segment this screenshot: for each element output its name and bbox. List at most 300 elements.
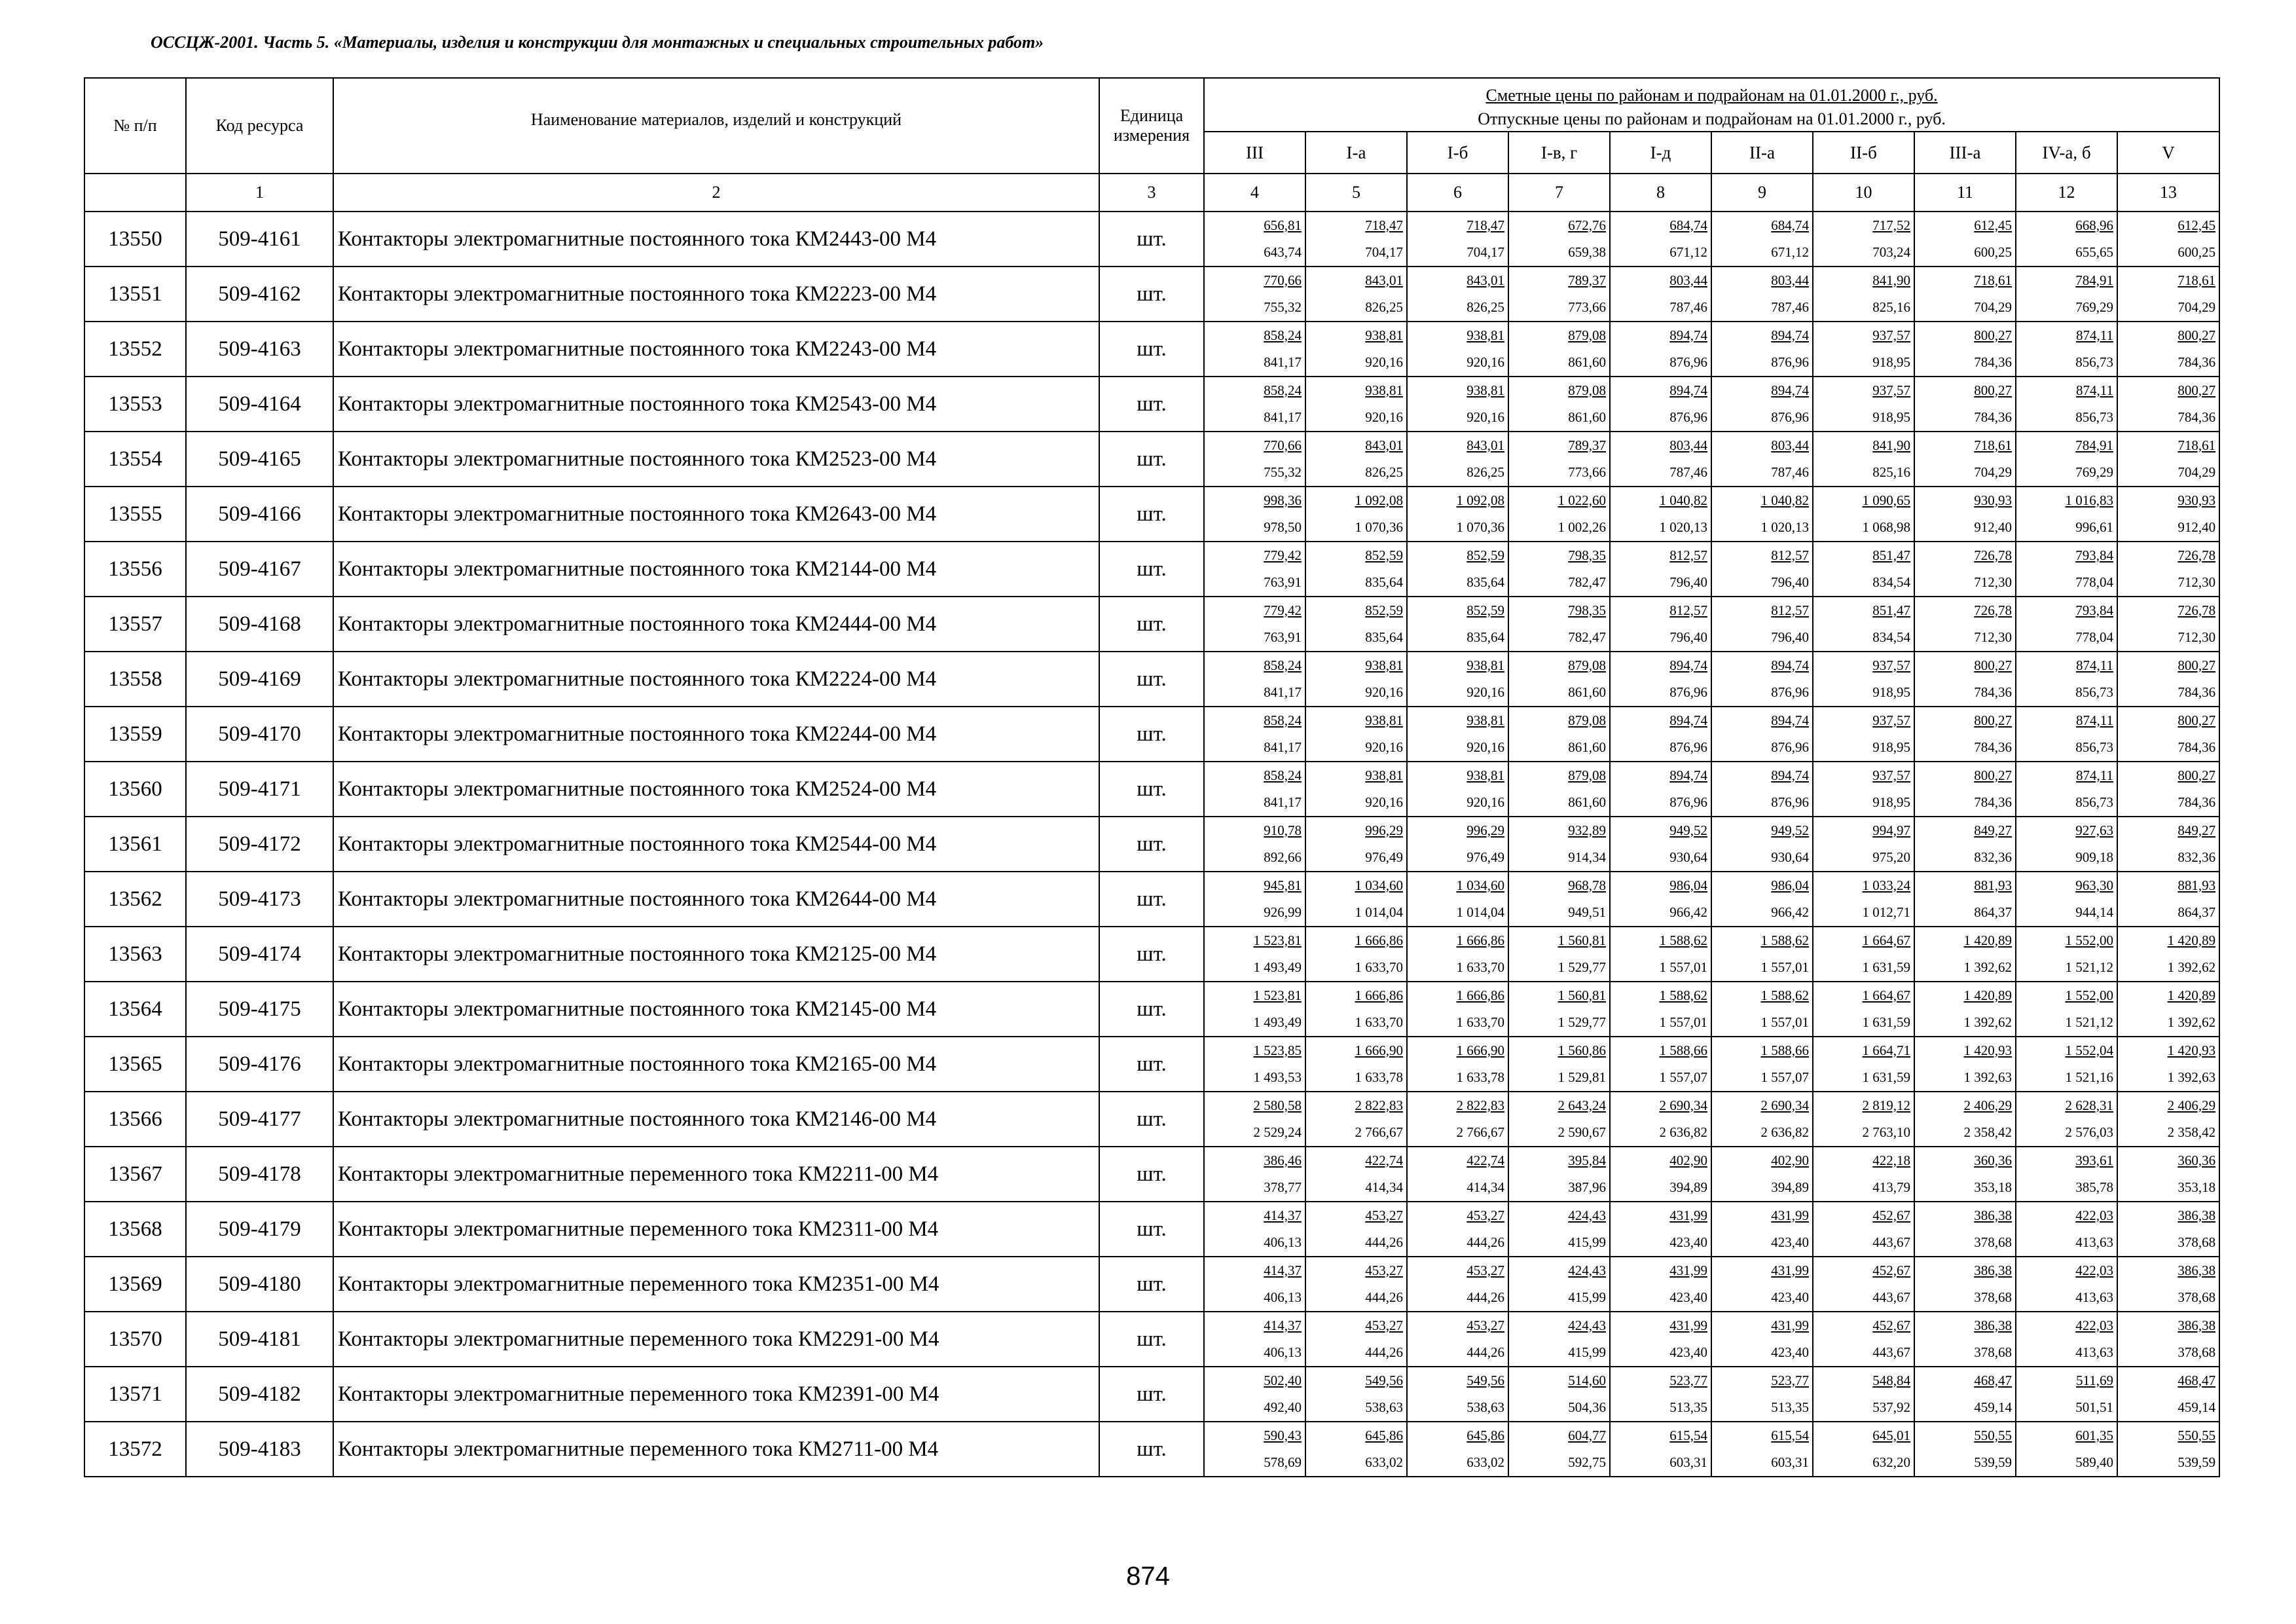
- material-name: Контакторы электромагнитные постоянного тока КМ2244-00 М4: [333, 707, 1099, 762]
- unit-of-measure: шт.: [1099, 212, 1204, 267]
- release-price: 1 392,62: [1963, 959, 2012, 975]
- estimate-price: 800,27: [1974, 712, 2012, 728]
- release-price: 773,66: [1568, 299, 1606, 315]
- price-cell: [1914, 1202, 2016, 1257]
- resource-code: 509-4164: [186, 377, 333, 432]
- release-price: 513,35: [1669, 1399, 1707, 1415]
- material-name: Контакторы электромагнитные постоянного тока КМ2444-00 М4: [333, 597, 1099, 652]
- price-cell: [1610, 597, 1711, 652]
- release-price: 763,91: [1264, 629, 1302, 645]
- price-cell: [1813, 982, 1914, 1037]
- estimate-price: 938,81: [1467, 327, 1504, 343]
- release-price: 378,68: [1974, 1234, 2012, 1250]
- price-cell: [1305, 1312, 1407, 1367]
- estimate-price: 986,04: [1669, 877, 1707, 893]
- release-price: 413,63: [2075, 1344, 2113, 1360]
- release-price: 876,96: [1669, 354, 1707, 370]
- estimate-price: 726,78: [2178, 547, 2216, 563]
- estimate-price: 422,03: [2075, 1207, 2113, 1223]
- price-cell: [1407, 597, 1508, 652]
- release-price: 501,51: [2075, 1399, 2113, 1415]
- row-number: 13569: [84, 1257, 186, 1312]
- price-cell: [1407, 1037, 1508, 1092]
- price-cell: [1711, 1092, 1813, 1147]
- release-price: 1 633,70: [1456, 959, 1504, 975]
- price-cell: [1508, 652, 1610, 707]
- price-cell: [1813, 1367, 1914, 1422]
- estimate-price: 414,37: [1264, 1317, 1302, 1333]
- price-cell: [1813, 597, 1914, 652]
- estimate-price: 1 588,62: [1760, 987, 1809, 1003]
- estimate-price: 1 666,86: [1355, 932, 1403, 948]
- estimate-price: 894,74: [1771, 712, 1809, 728]
- release-price: 826,25: [1365, 464, 1403, 480]
- estimate-price: 803,44: [1771, 272, 1809, 288]
- estimate-price: 1 560,81: [1558, 987, 1606, 1003]
- price-cell: [1914, 872, 2016, 927]
- column-number: 3: [1099, 174, 1204, 212]
- estimate-price: 549,56: [1365, 1372, 1403, 1388]
- price-cell: [1711, 432, 1813, 487]
- estimate-price: 1 588,62: [1659, 987, 1707, 1003]
- price-cell: [2117, 1092, 2219, 1147]
- document-header: ОССЦЖ-2001. Часть 5. «Материалы, изделия и конструкции для монтажных и специальных строительных работ»: [151, 33, 1044, 52]
- resource-code: 509-4167: [186, 542, 333, 597]
- estimate-price: 1 666,90: [1456, 1042, 1504, 1058]
- release-price: 1 557,01: [1659, 959, 1707, 975]
- release-price: 1 633,78: [1456, 1069, 1504, 1085]
- price-cell: [1610, 1422, 1711, 1477]
- estimate-price: 938,81: [1365, 657, 1403, 673]
- price-cell: [1204, 762, 1305, 817]
- material-name: Контакторы электромагнитные переменного тока КМ2311-00 М4: [333, 1202, 1099, 1257]
- release-price: 918,95: [1872, 684, 1910, 700]
- unit-of-measure: шт.: [1099, 872, 1204, 927]
- estimate-price: 874,11: [2076, 382, 2113, 398]
- release-price: 976,49: [1467, 849, 1504, 865]
- unit-of-measure: шт.: [1099, 377, 1204, 432]
- price-cell: [1914, 1257, 2016, 1312]
- release-price: 841,17: [1264, 684, 1302, 700]
- estimate-price: 615,54: [1669, 1427, 1707, 1443]
- table-row: [84, 542, 2219, 597]
- release-price: 784,36: [1974, 684, 2012, 700]
- estimate-price: 800,27: [2178, 767, 2216, 783]
- release-price: 415,99: [1568, 1234, 1606, 1250]
- price-cell: [2117, 927, 2219, 982]
- release-price: 413,79: [1872, 1179, 1910, 1195]
- price-cell: [1407, 762, 1508, 817]
- release-price: 633,02: [1365, 1454, 1403, 1470]
- release-price: 1 557,07: [1659, 1069, 1707, 1085]
- price-cell: [1407, 487, 1508, 542]
- price-cell: [1204, 597, 1305, 652]
- price-cell: [1204, 212, 1305, 267]
- release-price: 414,34: [1365, 1179, 1403, 1195]
- estimate-price: 1 552,04: [2065, 1042, 2113, 1058]
- estimate-price: 881,93: [2178, 877, 2216, 893]
- estimate-price: 1 090,65: [1862, 492, 1910, 508]
- estimate-price: 672,76: [1568, 217, 1606, 233]
- estimate-price: 779,42: [1264, 547, 1302, 563]
- price-cell: [1610, 652, 1711, 707]
- price-cell: [2016, 1312, 2117, 1367]
- row-number: 13557: [84, 597, 186, 652]
- price-cell: [1204, 1422, 1305, 1477]
- release-price: 538,63: [1467, 1399, 1504, 1415]
- price-cell: [1305, 212, 1407, 267]
- price-cell: [1204, 1147, 1305, 1202]
- release-price: 537,92: [1872, 1399, 1910, 1415]
- estimate-price: 2 580,58: [1253, 1097, 1302, 1113]
- estimate-price: 852,59: [1365, 602, 1403, 618]
- table-row: [84, 927, 2219, 982]
- release-price: 784,36: [2178, 684, 2216, 700]
- estimate-price: 468,47: [2178, 1372, 2216, 1388]
- price-cell: [1813, 487, 1914, 542]
- estimate-price: 996,29: [1365, 822, 1403, 838]
- release-price: 413,63: [2075, 1289, 2113, 1305]
- estimate-price: 927,63: [2075, 822, 2113, 838]
- estimate-price: 717,52: [1872, 217, 1910, 233]
- estimate-price: 615,54: [1771, 1427, 1809, 1443]
- release-price: 406,13: [1264, 1234, 1302, 1250]
- price-cell: [1711, 1312, 1813, 1367]
- price-cell: [1204, 1037, 1305, 1092]
- unit-of-measure: шт.: [1099, 432, 1204, 487]
- release-price: 1 002,26: [1558, 519, 1606, 535]
- price-cell: [2117, 1202, 2219, 1257]
- price-cell: [2016, 762, 2117, 817]
- release-price: 406,13: [1264, 1289, 1302, 1305]
- release-price: 2 766,67: [1456, 1124, 1504, 1140]
- price-cell: [2016, 872, 2117, 927]
- release-price: 755,32: [1264, 464, 1302, 480]
- price-cell: [1813, 267, 1914, 322]
- price-cell: [1305, 652, 1407, 707]
- price-cell: [2117, 652, 2219, 707]
- price-cell: [1508, 322, 1610, 377]
- material-name: Контакторы электромагнитные постоянного тока КМ2243-00 М4: [333, 322, 1099, 377]
- release-price: 784,36: [2178, 794, 2216, 810]
- estimate-price: 800,27: [1974, 327, 2012, 343]
- price-cell: [1204, 1257, 1305, 1312]
- region-header: III-а: [1914, 132, 2016, 174]
- release-price: 825,16: [1872, 299, 1910, 315]
- release-price: 1 070,36: [1355, 519, 1403, 535]
- unit-of-measure: шт.: [1099, 542, 1204, 597]
- resource-code: 509-4179: [186, 1202, 333, 1257]
- material-name: Контакторы электромагнитные постоянного тока КМ2165-00 М4: [333, 1037, 1099, 1092]
- row-number: 13558: [84, 652, 186, 707]
- release-price: 1 392,62: [2167, 1014, 2216, 1030]
- table-row: [84, 1422, 2219, 1477]
- header-unit: Единица измерения: [1099, 78, 1204, 174]
- release-price: 2 576,03: [2065, 1124, 2113, 1140]
- material-name: Контакторы электромагнитные постоянного тока КМ2523-00 М4: [333, 432, 1099, 487]
- unit-of-measure: шт.: [1099, 982, 1204, 1037]
- price-cell: [1204, 267, 1305, 322]
- price-table: [84, 77, 2220, 1477]
- material-name: Контакторы электромагнитные постоянного тока КМ2544-00 М4: [333, 817, 1099, 872]
- price-cell: [2016, 377, 2117, 432]
- estimate-price: 386,38: [2178, 1262, 2216, 1278]
- release-price: 589,40: [2075, 1454, 2113, 1470]
- estimate-price: 2 628,31: [2065, 1097, 2113, 1113]
- release-price: 892,66: [1264, 849, 1302, 865]
- unit-of-measure: шт.: [1099, 762, 1204, 817]
- price-cell: [1711, 982, 1813, 1037]
- release-price: 835,64: [1365, 629, 1403, 645]
- price-cell: [1711, 1367, 1813, 1422]
- row-number: 13568: [84, 1202, 186, 1257]
- release-price: 353,18: [2178, 1179, 2216, 1195]
- resource-code: 509-4162: [186, 267, 333, 322]
- release-price: 378,77: [1264, 1179, 1302, 1195]
- table-row: [84, 872, 2219, 927]
- release-price: 378,68: [2178, 1234, 2216, 1250]
- estimate-price: 937,57: [1872, 657, 1910, 673]
- release-price: 394,89: [1669, 1179, 1707, 1195]
- table-row: [84, 707, 2219, 762]
- release-price: 944,14: [2075, 904, 2113, 920]
- estimate-price: 910,78: [1264, 822, 1302, 838]
- price-cell: [1610, 817, 1711, 872]
- release-price: 876,96: [1669, 794, 1707, 810]
- unit-of-measure: шт.: [1099, 1312, 1204, 1367]
- release-price: 513,35: [1771, 1399, 1809, 1415]
- price-cell: [2016, 1147, 2117, 1202]
- estimate-price: 726,78: [2178, 602, 2216, 618]
- price-cell: [1508, 212, 1610, 267]
- price-cell: [1610, 1147, 1711, 1202]
- release-price: 655,65: [2075, 244, 2113, 260]
- release-price: 876,96: [1771, 794, 1809, 810]
- estimate-price: 879,08: [1568, 327, 1606, 343]
- release-price: 671,12: [1771, 244, 1809, 260]
- estimate-price: 502,40: [1264, 1372, 1302, 1388]
- release-price: 796,40: [1771, 574, 1809, 590]
- table-row: [84, 652, 2219, 707]
- estimate-price: 422,74: [1467, 1152, 1504, 1168]
- estimate-price: 2 822,83: [1456, 1097, 1504, 1113]
- release-price: 920,16: [1365, 409, 1403, 425]
- release-price: 353,18: [1974, 1179, 2012, 1195]
- price-cell: [1407, 1312, 1508, 1367]
- release-price: 1 521,12: [2065, 1014, 2113, 1030]
- price-cell: [1305, 597, 1407, 652]
- release-price: 2 358,42: [1963, 1124, 2012, 1140]
- estimate-price: 386,38: [1974, 1317, 2012, 1333]
- price-cell: [2016, 1202, 2117, 1257]
- estimate-price: 1 092,08: [1456, 492, 1504, 508]
- price-cell: [1813, 1147, 1914, 1202]
- price-cell: [1610, 1037, 1711, 1092]
- resource-code: 509-4182: [186, 1367, 333, 1422]
- estimate-price: 718,47: [1365, 217, 1403, 233]
- release-price: 1 529,77: [1558, 1014, 1606, 1030]
- estimate-price: 386,38: [2178, 1317, 2216, 1333]
- estimate-price: 994,97: [1872, 822, 1910, 838]
- release-price: 443,67: [1872, 1234, 1910, 1250]
- estimate-price: 858,24: [1264, 327, 1302, 343]
- estimate-price: 2 690,34: [1760, 1097, 1809, 1113]
- release-price: 996,61: [2075, 519, 2113, 535]
- estimate-price: 1 022,60: [1558, 492, 1606, 508]
- estimate-price: 590,43: [1264, 1427, 1302, 1443]
- estimate-price: 511,69: [2076, 1372, 2113, 1388]
- price-cell: [1813, 322, 1914, 377]
- resource-code: 509-4177: [186, 1092, 333, 1147]
- estimate-price: 360,36: [2178, 1152, 2216, 1168]
- price-cell: [1508, 1092, 1610, 1147]
- release-price: 787,46: [1669, 464, 1707, 480]
- estimate-price: 386,46: [1264, 1152, 1302, 1168]
- estimate-price: 937,57: [1872, 382, 1910, 398]
- estimate-price: 422,74: [1365, 1152, 1403, 1168]
- estimate-price: 812,57: [1771, 547, 1809, 563]
- estimate-price: 468,47: [1974, 1372, 2012, 1388]
- price-cell: [1914, 377, 2016, 432]
- price-cell: [2016, 652, 2117, 707]
- estimate-price: 879,08: [1568, 382, 1606, 398]
- estimate-price: 812,57: [1771, 602, 1809, 618]
- price-cell: [1305, 872, 1407, 927]
- release-price: 712,30: [1974, 574, 2012, 590]
- price-cell: [2016, 1367, 2117, 1422]
- unit-of-measure: шт.: [1099, 1202, 1204, 1257]
- region-header: I-б: [1407, 132, 1508, 174]
- release-price: 633,02: [1467, 1454, 1504, 1470]
- estimate-price: 1 420,89: [1963, 932, 2012, 948]
- estimate-price: 414,37: [1264, 1262, 1302, 1278]
- price-cell: [1508, 927, 1610, 982]
- estimate-price: 718,61: [2178, 437, 2216, 453]
- release-price: 592,75: [1568, 1454, 1606, 1470]
- release-price: 966,42: [1669, 904, 1707, 920]
- material-name: Контакторы электромагнитные постоянного тока КМ2524-00 М4: [333, 762, 1099, 817]
- estimate-price: 424,43: [1568, 1317, 1606, 1333]
- price-cell: [1610, 927, 1711, 982]
- estimate-price: 718,61: [1974, 437, 2012, 453]
- release-price: 861,60: [1568, 409, 1606, 425]
- estimate-price: 550,55: [1974, 1427, 2012, 1443]
- resource-code: 509-4180: [186, 1257, 333, 1312]
- price-cell: [1711, 1147, 1813, 1202]
- release-price: 1 392,63: [2167, 1069, 2216, 1085]
- region-header: III: [1204, 132, 1305, 174]
- release-price: 600,25: [1974, 244, 2012, 260]
- estimate-price: 718,47: [1467, 217, 1504, 233]
- price-cell: [1508, 1037, 1610, 1092]
- row-number: 13553: [84, 377, 186, 432]
- estimate-price: 1 664,71: [1862, 1042, 1910, 1058]
- estimate-price: 523,77: [1669, 1372, 1707, 1388]
- release-price: 834,54: [1872, 574, 1910, 590]
- price-cell: [2016, 1037, 2117, 1092]
- release-price: 539,59: [2178, 1454, 2216, 1470]
- release-price: 492,40: [1264, 1399, 1302, 1415]
- price-cell: [1914, 1092, 2016, 1147]
- price-cell: [2117, 817, 2219, 872]
- header-price-estimate: Сметные цены по районам и подрайонам на 01.01.2000 г., руб.: [1485, 86, 1938, 105]
- price-cell: [1407, 322, 1508, 377]
- estimate-price: 548,84: [1872, 1372, 1910, 1388]
- estimate-price: 894,74: [1669, 327, 1707, 343]
- estimate-price: 938,81: [1467, 712, 1504, 728]
- release-price: 444,26: [1365, 1289, 1403, 1305]
- estimate-price: 930,93: [1974, 492, 2012, 508]
- release-price: 378,68: [1974, 1344, 2012, 1360]
- price-cell: [1305, 817, 1407, 872]
- release-price: 1 557,01: [1659, 1014, 1707, 1030]
- table-row: [84, 377, 2219, 432]
- estimate-price: 949,52: [1669, 822, 1707, 838]
- release-price: 1 521,16: [2065, 1069, 2113, 1085]
- price-cell: [1813, 377, 1914, 432]
- price-cell: [1508, 817, 1610, 872]
- estimate-price: 453,27: [1467, 1207, 1504, 1223]
- table-row: [84, 982, 2219, 1037]
- release-price: 926,99: [1264, 904, 1302, 920]
- estimate-price: 800,27: [2178, 382, 2216, 398]
- estimate-price: 684,74: [1771, 217, 1809, 233]
- estimate-price: 1 523,81: [1253, 932, 1302, 948]
- price-cell: [2016, 212, 2117, 267]
- estimate-price: 968,78: [1568, 877, 1606, 893]
- release-price: 918,95: [1872, 794, 1910, 810]
- price-cell: [1914, 542, 2016, 597]
- estimate-price: 386,38: [2178, 1207, 2216, 1223]
- release-price: 414,34: [1467, 1179, 1504, 1195]
- price-cell: [1813, 1202, 1914, 1257]
- row-number: 13565: [84, 1037, 186, 1092]
- release-price: 876,96: [1771, 409, 1809, 425]
- release-price: 704,29: [1974, 299, 2012, 315]
- price-table-wrapper: [84, 77, 2220, 1477]
- estimate-price: 841,90: [1872, 272, 1910, 288]
- price-cell: [2016, 1422, 2117, 1477]
- material-name: Контакторы электромагнитные постоянного тока КМ2125-00 М4: [333, 927, 1099, 982]
- estimate-price: 894,74: [1771, 657, 1809, 673]
- price-cell: [1204, 1367, 1305, 1422]
- estimate-price: 800,27: [1974, 767, 2012, 783]
- estimate-price: 879,08: [1568, 712, 1606, 728]
- release-price: 778,04: [2075, 574, 2113, 590]
- price-cell: [1204, 817, 1305, 872]
- release-price: 1 392,63: [1963, 1069, 2012, 1085]
- header-num: № п/п: [84, 78, 186, 174]
- release-price: 861,60: [1568, 794, 1606, 810]
- table-row: [84, 322, 2219, 377]
- release-price: 1 557,01: [1760, 959, 1809, 975]
- estimate-price: 604,77: [1568, 1427, 1606, 1443]
- estimate-price: 784,91: [2075, 272, 2113, 288]
- material-name: Контакторы электромагнитные переменного тока КМ2351-00 М4: [333, 1257, 1099, 1312]
- resource-code: 509-4166: [186, 487, 333, 542]
- price-cell: [1407, 872, 1508, 927]
- estimate-price: 894,74: [1669, 657, 1707, 673]
- release-price: 415,99: [1568, 1344, 1606, 1360]
- estimate-price: 812,57: [1669, 602, 1707, 618]
- price-cell: [1407, 1092, 1508, 1147]
- estimate-price: 402,90: [1771, 1152, 1809, 1168]
- table-row: [84, 597, 2219, 652]
- price-cell: [1508, 267, 1610, 322]
- price-cell: [1914, 927, 2016, 982]
- release-price: 1 020,13: [1760, 519, 1809, 535]
- unit-of-measure: шт.: [1099, 817, 1204, 872]
